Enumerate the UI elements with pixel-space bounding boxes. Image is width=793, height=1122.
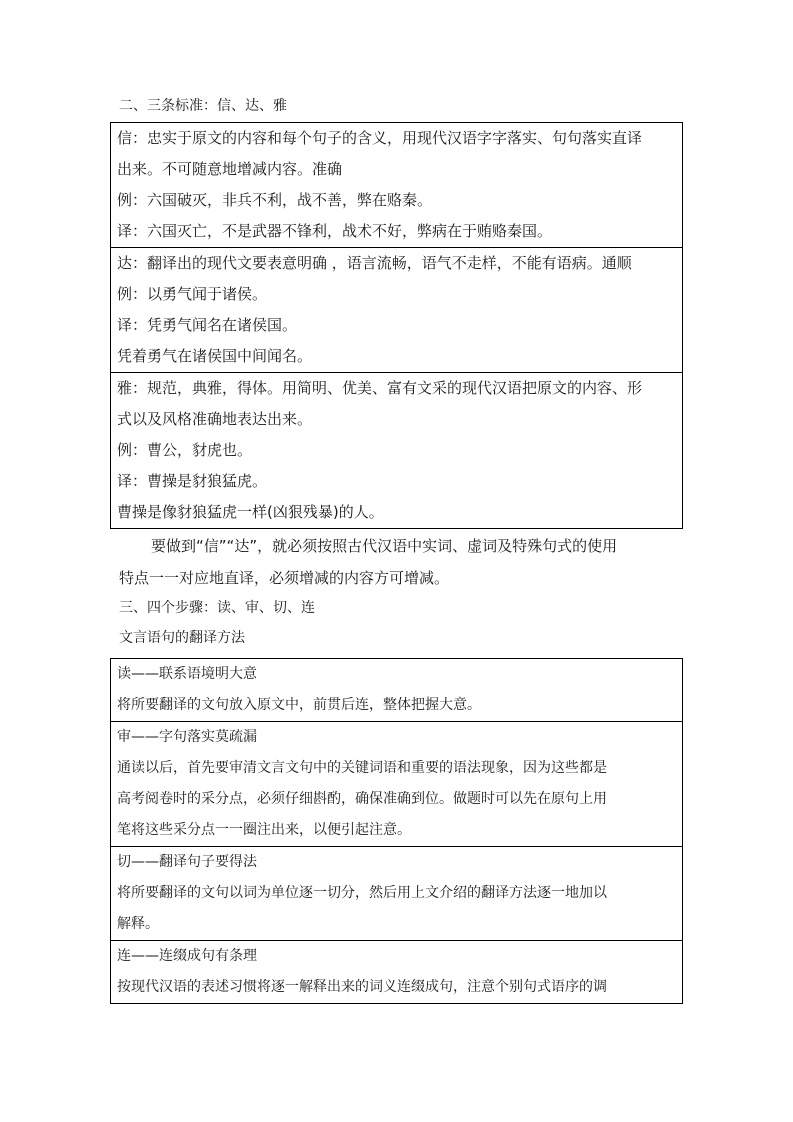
table-line: 式以及风格准确地表达出来。 [117, 410, 313, 428]
steps-table [110, 658, 683, 1004]
table-line: 凭着勇气在诸侯国中间闻名。 [117, 347, 313, 365]
table-line: 出来。不可随意地增减内容。准确 [117, 160, 343, 178]
table-line: 译：曹操是豺狼猛虎。 [117, 472, 268, 490]
paragraph-line: 要做到“信”“达”，就必须按照古代汉语中实词、虚词及特殊句式的使用 [151, 537, 618, 555]
table-row-da [111, 247, 682, 372]
table-line: 雅：规范，典雅，得体。用简明、优美、富有文采的现代汉语把原文的内容、形 [117, 379, 643, 397]
table-line: 审——字句落实莫疏漏 [117, 729, 257, 745]
table-row-qie [111, 846, 682, 940]
table-line: 例：曹公，豺虎也。 [117, 441, 253, 459]
table-line: 译：凭勇气闻名在诸侯国。 [117, 316, 298, 334]
table-row-xin [111, 123, 682, 247]
table-line: 例：六国破灭，非兵不利，战不善，弊在赂秦。 [117, 191, 433, 209]
table-line: 将所要翻译的文句以词为单位逐一切分，然后用上文介绍的翻译方法逐一地加以 [117, 885, 607, 901]
table-line: 解释。 [117, 916, 159, 932]
table-line: 曹操是像豺狼猛虎一样(凶狠残暴)的人。 [117, 503, 384, 521]
table-row-ya [111, 372, 682, 528]
body-paragraph [119, 530, 679, 594]
standards-table [110, 122, 683, 529]
table-line: 读——联系语境明大意 [117, 666, 257, 682]
section-subheading-methods: 文言语句的翻译方法 [119, 630, 245, 646]
table-line: 按现代汉语的表述习惯将逐一解释出来的词义连缀成句，注意个别句式语序的调 [117, 979, 607, 995]
table-line: 译：六国灭亡，不是武器不锋利，战术不好，弊病在于贿赂秦国。 [117, 222, 553, 240]
table-line: 将所要翻译的文句放入原文中，前贯后连，整体把握大意。 [117, 697, 481, 713]
table-line: 笔将这些采分点一一圈注出来，以便引起注意。 [117, 822, 411, 838]
table-line: 连——连缀成句有条理 [117, 948, 257, 964]
table-row-shen [111, 721, 682, 846]
table-line: 达：翻译出的现代文要表意明确 ，语言流畅，语气不走样，不能有语病。通顺 [117, 254, 632, 272]
table-row-du [111, 659, 682, 721]
table-line: 高考阅卷时的采分点，必须仔细斟酌，确保准确到位。做题时可以先在原句上用 [117, 791, 607, 807]
section-heading-standards: 二、三条标准：信、达、雅 [119, 98, 287, 114]
table-line: 切——翻译句子要得法 [117, 854, 257, 870]
table-line: 信：忠实于原文的内容和每个句子的含义，用现代汉语字字落实、句句落实直译 [117, 129, 643, 147]
table-line: 例：以勇气闻于诸侯。 [117, 285, 268, 303]
table-row-lian [111, 940, 682, 1003]
table-line: 通读以后，首先要审清文言文句中的关键词语和重要的语法现象，因为这些都是 [117, 760, 607, 776]
paragraph-line: 特点一一对应地直译，必须增减的内容方可增减。 [119, 569, 450, 587]
section-heading-steps: 三、四个步骤：读、审、切、连 [119, 600, 315, 616]
